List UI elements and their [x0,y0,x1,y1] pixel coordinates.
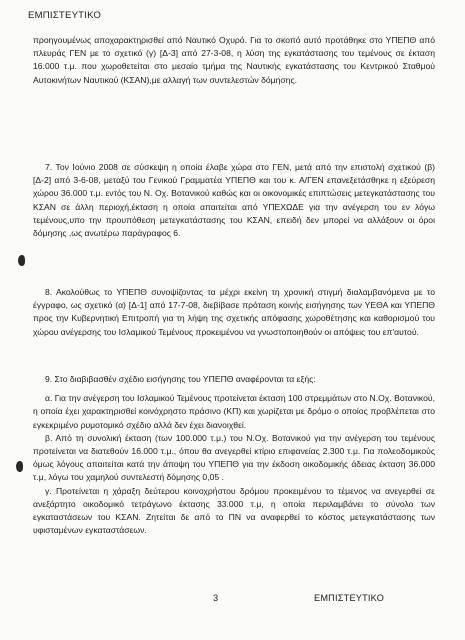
list-item-c: γ. Προτείνεται η χάραξη δεύτερου κοινοχρήστου δρόμου προκειμένου το τέμενος να ανεγερθεί σε ανεξάρτητο οικοδομικό τετράγωνο έκτασης 33.000 τ.μ, η οποία περιλαμβάνει το σύνολο των εγκαταστάσεων του ΚΣΑΝ. Ζητείται δε από το ΠΝ να αναφερθεί το κόστος μετεγκατάστασης των υφισταμένων εγκαταστάσεων. [33,485,435,536]
list-item-a: α. Για την ανέγερση του Ισλαμικού Τεμένους προτείνεται έκταση 100 στρεμμάτων στο Ν.Οχ. Βοτανικού, η οποία έχει χαρακτηρισθεί κοινόχρηστο πράσινο (ΚΠ) και χωρίζεται με δρόμο ο οποίος προβλέπεται στο εγκεκριμένο ρυμοτομικό σχέδιο αλλά δεν έχει διανοιχθεί. [33,393,435,430]
punch-hole-mark [18,255,25,266]
paragraph-intro: 9. Στο διαβιβασθέν σχέδιο εισήγησης του ΥΠΕΠΘ αναφέρονται τα εξής: [45,374,316,384]
page-number: 3 [213,593,219,603]
paragraph-7 [33,161,435,240]
paragraph-text: 8. Ακολούθως το ΥΠΕΠΘ συνοψίζοντας τα μέχρι εκείνη τη χρονική στιγμή διαλαμβανόμενα με το έγγραφο, ως σχετικό (α) [Δ-1] από 17-7-08, διεβίβασε πρόταση κοινής εισήγησης των ΥΕΘΑ και ΥΠΕΠΘ προς την Κυβερνητική Επιτροπή για τη λήψη της σχετικής απόφασης χωροθέτησης και καθορισμού του χώρου ανέγερσης του Ισλαμικού Τεμένους προκειμένου να γνωστοποιηθούν οι απόψεις του επ'αυτού. [33,287,435,337]
paragraph-continuation [33,34,435,87]
paragraph-text: προηγουμένως αποχαρακτηρισθεί από Ναυτικό Οχυρό. Για το σκοπό αυτό προτάθηκε στο ΥΠΕΠΘ από πλευράς ΓΕΝ με το σχετικό (γ) [Δ-3] από 27-3-08, η λύση της εγκατάστασης του τεμένους σε έκταση 16.000 τ.μ. που χωροθετείται στο μεσαίο τμήμα της Ναυτικής εγκατάστασης του Κεντρικού Σταθμού Αυτοκινήτων Ναυτικού (ΚΣΑΝ),με αλλαγή των συντελεστών δόμησης. [33,35,435,85]
paragraph-text: 7. Τον Ιούνιο 2008 σε σύσκεψη η οποία έλαβε χώρα στο ΓΕΝ, μετά από την επιστολή σχετικού (β) [Δ-2] από 3-6-08, μεταξύ του Γενικού Γραμματέα ΥΠΕΠΘ και του κ. Α/ΓΕΝ επανεξετάσθηκε η εξεύρεση χώρου 36.000 τ.μ. εντός του Ν. Οχ. Βοτανικού καθώς και οι οικονομικές επιπτώσεις μετεγκατάστασης του ΚΣΑΝ σε άλλη περιοχή,έκταση η οποία απαιτείται από ΥΠΕΧΩΔΕ για την ανέγερση του εν λόγω τεμένους,υπο την προυπόθεση μετεγκατάστασης του ΚΣΑΝ, επειδή δεν μπορεί να αλλάξουν οι όροι δόμησης ,ως ανωτέρω παράγραφος 6. [33,162,435,239]
confidential-header: ΕΜΠΙΣΤΕΥΤΙΚΟ [28,10,102,21]
confidential-footer: ΕΜΠΙΣΤΕΥΤΙΚΟ [314,593,385,603]
paragraph-8 [33,286,435,339]
punch-hole-mark [16,461,23,472]
paragraph-9 [33,373,435,537]
list-item-b: β. Από τη συνολική έκταση (των 100.000 τ.μ.) του Ν.Οχ. Βοτανικού για την ανέγερση του τεμένους προτείνεται να διατεθούν 16.000 τ.μ., όπου θα ανεγερθεί κτίριο επιφανείας 2.300 τ.μ. Για πολεοδομικούς όμως λόγους απαιτείται κατά την άποψη του ΥΠΕΠΘ για την έκδοση οικοδομικής άδειας έκταση 36.000 τ.μ, λόγω του χαμηλού συντελεστή δόμησης 0,05 . [33,432,435,483]
